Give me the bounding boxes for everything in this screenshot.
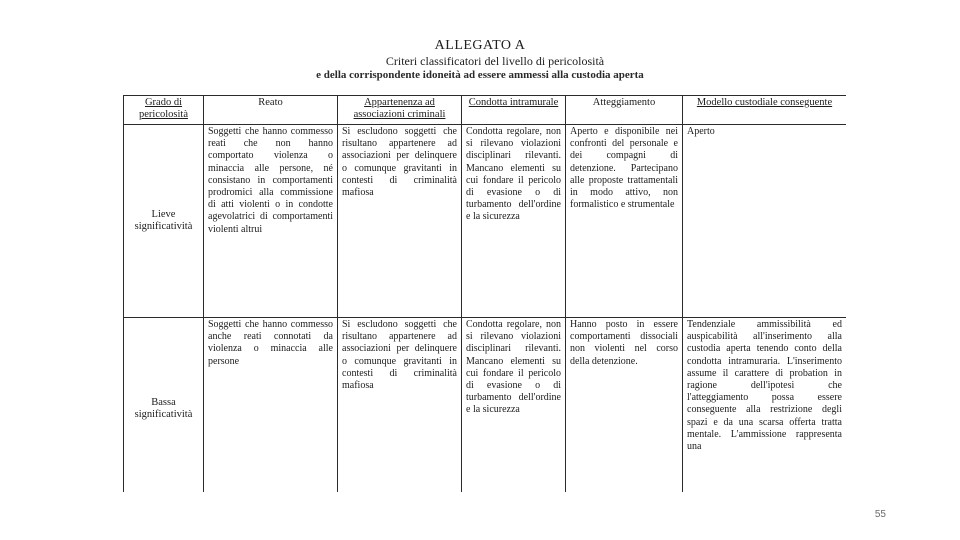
header-custody-model-label: Modello custodiale conseguente — [696, 97, 833, 108]
header-conduct — [462, 96, 566, 125]
cell-custody-model: Aperto — [683, 125, 847, 318]
cell-grade: Lieve significatività — [124, 125, 204, 318]
header-crime: Reato — [204, 96, 338, 125]
criteria-table — [123, 95, 846, 492]
header-attitude: Atteggiamento — [566, 96, 683, 125]
cell-conduct: Condotta regolare, non si rilevano violazioni disciplinari rilevanti. Mancano elementi su cui fondare il pericolo di evasione o di turbamento dell'ordine e la sicurezza — [462, 318, 566, 493]
cell-membership: Si escludono soggetti che risultano appartenere ad associazioni per delinquere o comunque gravitanti in contesti di criminalità mafiosa — [338, 125, 462, 318]
document-subtitle: Criteri classificatori del livello di pericolosità — [385, 54, 605, 68]
document-subtitle-secondary: e della corrispondente idoneità ad essere ammessi alla custodia aperta — [316, 69, 644, 81]
cell-attitude: Hanno posto in essere comportamenti dissociali non violenti nel corso della detenzione. — [566, 318, 683, 493]
header-custody-model — [683, 96, 847, 125]
table-row — [124, 125, 847, 318]
cell-attitude: Aperto e disponibile nei confronti del personale e dei compagni di detenzione. Partecipano alle proposte trattamentali in modo attivo, non formalistico e strumentale — [566, 125, 683, 318]
cell-conduct: Condotta regolare, non si rilevano violazioni disciplinari rilevanti. Mancano elementi su cui fondare il pericolo di evasione o di turbamento dell'ordine e la sicurezza — [462, 125, 566, 318]
header-membership-label: Appartenenza ad associazioni criminali — [353, 97, 446, 120]
table-row — [124, 318, 847, 493]
header-grade-label: Grado di pericolosità — [139, 97, 188, 120]
header-conduct-label: Condotta intramurale — [468, 97, 559, 108]
cell-crime: Soggetti che hanno commesso reati che non hanno comportato violenza o minaccia alle persone, né consistano in comportamenti prodromici alla commissione di atti violenti o in condotte agevolatrici di comportamenti violenti altrui — [204, 125, 338, 318]
header-membership — [338, 96, 462, 125]
page-number: 55 — [874, 509, 886, 520]
cell-custody-model: Tendenziale ammissibilità ed auspicabilità all'inserimento alla custodia aperta tenendo conto della condotta intramuraria. L'inserimento assume il carattere di probation in ragione dell'ipotesi che l'atteggiamento possa essere conseguente alla restrizione degli spazi e da una scarsa offerta tratta mentale. L'ammissione rappresenta una — [683, 318, 847, 493]
criteria-table-container — [123, 95, 846, 492]
table-header-row — [124, 96, 847, 125]
document-title: ALLEGATO A — [434, 38, 526, 53]
cell-grade: Bassa significatività — [124, 318, 204, 493]
header-grade — [124, 96, 204, 125]
cell-crime: Soggetti che hanno commesso anche reati connotati da violenza o minaccia alle persone — [204, 318, 338, 493]
cell-membership: Si escludono soggetti che risultano appartenere ad associazioni per delinquere o comunque gravitanti in contesti di criminalità mafiosa — [338, 318, 462, 493]
